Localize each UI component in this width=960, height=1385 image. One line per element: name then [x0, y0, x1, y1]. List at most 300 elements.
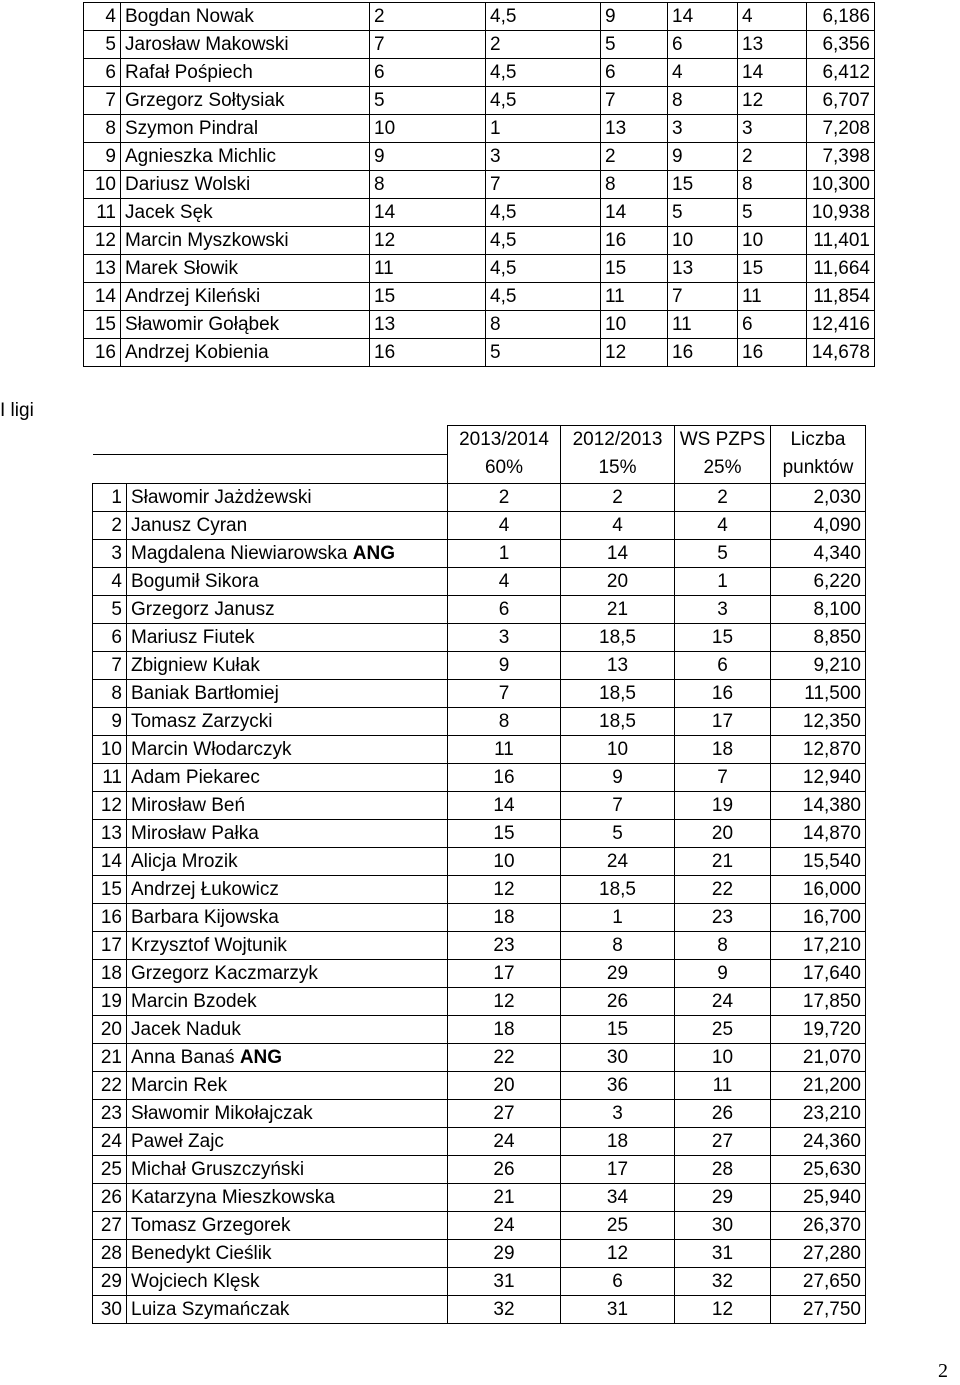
- points-cell: 7,208: [807, 115, 875, 143]
- points-cell: 4,340: [771, 539, 866, 567]
- player-name-cell: [127, 1155, 448, 1183]
- header-weight-60: 60%: [448, 454, 561, 483]
- table-row: [93, 1015, 866, 1043]
- ranking-table-first-league: [92, 425, 866, 1324]
- value-cell: 10: [448, 847, 561, 875]
- value-cell: 29: [448, 1239, 561, 1267]
- value-cell: 21: [675, 847, 771, 875]
- value-cell: 5: [486, 339, 601, 367]
- value-cell: 20: [448, 1071, 561, 1099]
- value-cell: 15: [448, 819, 561, 847]
- value-cell: 18: [448, 1015, 561, 1043]
- player-name-cell: Grzegorz Sołtysiak: [121, 87, 370, 115]
- value-cell: 24: [448, 1127, 561, 1155]
- value-cell: 22: [675, 875, 771, 903]
- points-cell: 27,650: [771, 1267, 866, 1295]
- points-cell: 23,210: [771, 1099, 866, 1127]
- value-cell: 10: [668, 227, 738, 255]
- value-cell: 15: [370, 283, 486, 311]
- points-cell: 10,938: [807, 199, 875, 227]
- player-name: Zbigniew Kułak: [131, 654, 260, 676]
- value-cell: 5: [601, 31, 668, 59]
- table-row: [84, 143, 875, 171]
- ranking-table-top: [83, 2, 875, 367]
- value-cell: 21: [448, 1183, 561, 1211]
- value-cell: 20: [675, 819, 771, 847]
- points-cell: 15,540: [771, 847, 866, 875]
- player-name: Alicja Mrozik: [131, 850, 238, 872]
- player-name-cell: [127, 707, 448, 735]
- value-cell: 12: [675, 1295, 771, 1323]
- value-cell: 32: [448, 1295, 561, 1323]
- value-cell: 1: [675, 567, 771, 595]
- table-row: [93, 1239, 866, 1267]
- player-name-cell: Sławomir Gołąbek: [121, 311, 370, 339]
- value-cell: 8: [668, 87, 738, 115]
- table-row: [93, 1043, 866, 1071]
- value-cell: 10: [561, 735, 675, 763]
- value-cell: 2: [675, 483, 771, 511]
- value-cell: 21: [561, 595, 675, 623]
- value-cell: 11: [370, 255, 486, 283]
- table-row: [84, 115, 875, 143]
- value-cell: 15: [668, 171, 738, 199]
- player-name: Luiza Szymańczak: [131, 1298, 290, 1320]
- player-name: Benedykt Cieślik: [131, 1242, 272, 1264]
- header-blank: [93, 426, 127, 455]
- rank-cell: 14: [84, 283, 121, 311]
- value-cell: 9: [370, 143, 486, 171]
- value-cell: 1: [486, 115, 601, 143]
- value-cell: 24: [448, 1211, 561, 1239]
- player-name-cell: Szymon Pindral: [121, 115, 370, 143]
- table-row: [93, 763, 866, 791]
- rank-cell: 1: [93, 483, 127, 511]
- value-cell: 17: [561, 1155, 675, 1183]
- value-cell: 4,5: [486, 3, 601, 31]
- player-name-cell: [127, 875, 448, 903]
- player-name: Barbara Kijowska: [131, 906, 279, 928]
- value-cell: 1: [448, 539, 561, 567]
- value-cell: 7: [486, 171, 601, 199]
- value-cell: 27: [448, 1099, 561, 1127]
- player-name-cell: Andrzej Kobienia: [121, 339, 370, 367]
- value-cell: 3: [675, 595, 771, 623]
- header-blank: [127, 426, 448, 455]
- nationality-tag: ANG: [239, 1046, 283, 1068]
- value-cell: 8: [738, 171, 807, 199]
- header-points-sub: punktów: [771, 454, 866, 483]
- header-ws-pzps: WS PZPS: [675, 426, 771, 455]
- rank-cell: 5: [93, 595, 127, 623]
- player-name: Mirosław Beń: [131, 794, 246, 816]
- value-cell: 14: [738, 59, 807, 87]
- value-cell: 36: [561, 1071, 675, 1099]
- value-cell: 29: [561, 959, 675, 987]
- value-cell: 8: [448, 707, 561, 735]
- points-cell: 16,700: [771, 903, 866, 931]
- value-cell: 17: [675, 707, 771, 735]
- rank-cell: 12: [84, 227, 121, 255]
- player-name-cell: [127, 651, 448, 679]
- rank-cell: 8: [84, 115, 121, 143]
- value-cell: 12: [561, 1239, 675, 1267]
- rank-cell: 15: [93, 875, 127, 903]
- player-name: Janusz Cyran: [131, 514, 248, 536]
- player-name-cell: [127, 595, 448, 623]
- value-cell: 18,5: [561, 875, 675, 903]
- value-cell: 18: [561, 1127, 675, 1155]
- value-cell: 4,5: [486, 87, 601, 115]
- table-row: [93, 735, 866, 763]
- rank-cell: 22: [93, 1071, 127, 1099]
- points-cell: 17,850: [771, 987, 866, 1015]
- table-row: [93, 903, 866, 931]
- header-season-2012-2013: 2012/2013: [561, 426, 675, 455]
- rank-cell: 7: [84, 87, 121, 115]
- table-row: [84, 59, 875, 87]
- value-cell: 25: [561, 1211, 675, 1239]
- points-cell: 12,350: [771, 707, 866, 735]
- points-cell: 19,720: [771, 1015, 866, 1043]
- value-cell: 30: [675, 1211, 771, 1239]
- value-cell: 12: [738, 87, 807, 115]
- value-cell: 4: [675, 511, 771, 539]
- value-cell: 31: [448, 1267, 561, 1295]
- player-name: Bogumił Sikora: [131, 570, 259, 592]
- value-cell: 26: [561, 987, 675, 1015]
- player-name-cell: [127, 1211, 448, 1239]
- player-name-cell: [127, 763, 448, 791]
- rank-cell: 18: [93, 959, 127, 987]
- value-cell: 14: [561, 539, 675, 567]
- value-cell: 15: [561, 1015, 675, 1043]
- player-name: Marcin Rek: [131, 1074, 228, 1096]
- player-name: Sławomir Mikołajczak: [131, 1102, 313, 1124]
- header-row-top: [93, 426, 866, 455]
- header-blank: [93, 454, 127, 483]
- rank-cell: 11: [93, 763, 127, 791]
- value-cell: 4,5: [486, 227, 601, 255]
- rank-cell: 4: [93, 567, 127, 595]
- value-cell: 14: [370, 199, 486, 227]
- value-cell: 5: [561, 819, 675, 847]
- table-row: [93, 707, 866, 735]
- table-row: [93, 847, 866, 875]
- value-cell: 27: [675, 1127, 771, 1155]
- rank-cell: 4: [84, 3, 121, 31]
- value-cell: 24: [561, 847, 675, 875]
- table-row: [84, 199, 875, 227]
- header-weight-15: 15%: [561, 454, 675, 483]
- player-name: Grzegorz Janusz: [131, 598, 275, 620]
- points-cell: 11,401: [807, 227, 875, 255]
- player-name: Andrzej Łukowicz: [131, 878, 279, 900]
- value-cell: 13: [561, 651, 675, 679]
- value-cell: 6: [601, 59, 668, 87]
- player-name-cell: Jacek Sęk: [121, 199, 370, 227]
- player-name-cell: [127, 1127, 448, 1155]
- points-cell: 11,664: [807, 255, 875, 283]
- points-cell: 16,000: [771, 875, 866, 903]
- value-cell: 19: [675, 791, 771, 819]
- value-cell: 1: [561, 903, 675, 931]
- rank-cell: 13: [93, 819, 127, 847]
- nationality-tag: ANG: [352, 542, 396, 564]
- value-cell: 26: [448, 1155, 561, 1183]
- points-cell: 6,220: [771, 567, 866, 595]
- section-label: I ligi: [0, 400, 34, 421]
- player-name: Mariusz Fiutek: [131, 626, 255, 648]
- value-cell: 7: [448, 679, 561, 707]
- rank-cell: 16: [93, 903, 127, 931]
- points-cell: 6,707: [807, 87, 875, 115]
- value-cell: 8: [675, 931, 771, 959]
- rank-cell: 11: [84, 199, 121, 227]
- points-cell: 21,200: [771, 1071, 866, 1099]
- value-cell: 4,5: [486, 199, 601, 227]
- value-cell: 8: [370, 171, 486, 199]
- value-cell: 12: [601, 339, 668, 367]
- points-cell: 10,300: [807, 171, 875, 199]
- player-name-cell: [127, 1071, 448, 1099]
- value-cell: 7: [561, 791, 675, 819]
- player-name: Adam Piekarec: [131, 766, 260, 788]
- value-cell: 7: [370, 31, 486, 59]
- value-cell: 4: [448, 567, 561, 595]
- points-cell: 17,640: [771, 959, 866, 987]
- rank-cell: 20: [93, 1015, 127, 1043]
- points-cell: 21,070: [771, 1043, 866, 1071]
- player-name-cell: Bogdan Nowak: [121, 3, 370, 31]
- table-row: [84, 283, 875, 311]
- value-cell: 6: [668, 31, 738, 59]
- player-name: Magdalena Niewiarowska: [131, 542, 348, 564]
- points-cell: 24,360: [771, 1127, 866, 1155]
- points-cell: 6,412: [807, 59, 875, 87]
- value-cell: 26: [675, 1099, 771, 1127]
- table-row: [84, 3, 875, 31]
- value-cell: 16: [675, 679, 771, 707]
- value-cell: 9: [448, 651, 561, 679]
- value-cell: 9: [668, 143, 738, 171]
- value-cell: 11: [675, 1071, 771, 1099]
- value-cell: 18: [675, 735, 771, 763]
- value-cell: 31: [561, 1295, 675, 1323]
- table-row: [93, 1127, 866, 1155]
- table-row: [93, 1295, 866, 1323]
- points-cell: 11,854: [807, 283, 875, 311]
- table-row: [84, 311, 875, 339]
- rank-cell: 27: [93, 1211, 127, 1239]
- points-cell: 17,210: [771, 931, 866, 959]
- value-cell: 11: [448, 735, 561, 763]
- value-cell: 6: [738, 311, 807, 339]
- player-name-cell: [127, 1267, 448, 1295]
- player-name-cell: Agnieszka Michlic: [121, 143, 370, 171]
- rank-cell: 16: [84, 339, 121, 367]
- value-cell: 20: [561, 567, 675, 595]
- points-cell: 12,940: [771, 763, 866, 791]
- player-name-cell: Marek Słowik: [121, 255, 370, 283]
- value-cell: 7: [675, 763, 771, 791]
- player-name-cell: Rafał Pośpiech: [121, 59, 370, 87]
- table-row: [93, 483, 866, 511]
- value-cell: 4: [448, 511, 561, 539]
- value-cell: 23: [448, 931, 561, 959]
- table-row: [84, 87, 875, 115]
- header-weight-25: 25%: [675, 454, 771, 483]
- value-cell: 3: [668, 115, 738, 143]
- points-cell: 25,630: [771, 1155, 866, 1183]
- value-cell: 16: [448, 763, 561, 791]
- rank-cell: 17: [93, 931, 127, 959]
- player-name-cell: [127, 623, 448, 651]
- points-cell: 4,090: [771, 511, 866, 539]
- points-cell: 26,370: [771, 1211, 866, 1239]
- table-row: [93, 931, 866, 959]
- player-name: Wojciech Klęsk: [131, 1270, 260, 1292]
- table-row: [93, 539, 866, 567]
- value-cell: 6: [448, 595, 561, 623]
- player-name: Michał Gruszczyński: [131, 1158, 305, 1180]
- value-cell: 13: [738, 31, 807, 59]
- rank-cell: 19: [93, 987, 127, 1015]
- table-row: [93, 1071, 866, 1099]
- value-cell: 4: [668, 59, 738, 87]
- value-cell: 9: [601, 3, 668, 31]
- rank-cell: 8: [93, 679, 127, 707]
- rank-cell: 29: [93, 1267, 127, 1295]
- value-cell: 7: [668, 283, 738, 311]
- header-season-2013-2014: 2013/2014: [448, 426, 561, 455]
- value-cell: 16: [370, 339, 486, 367]
- table-row: [93, 679, 866, 707]
- table-row: [93, 959, 866, 987]
- table-row: [93, 595, 866, 623]
- value-cell: 7: [601, 87, 668, 115]
- value-cell: 5: [675, 539, 771, 567]
- value-cell: 8: [561, 931, 675, 959]
- value-cell: 12: [448, 987, 561, 1015]
- rank-cell: 5: [84, 31, 121, 59]
- table-row: [93, 651, 866, 679]
- table-row: [84, 339, 875, 367]
- value-cell: 28: [675, 1155, 771, 1183]
- rank-cell: 10: [93, 735, 127, 763]
- player-name-cell: [127, 987, 448, 1015]
- value-cell: 17: [448, 959, 561, 987]
- value-cell: 16: [668, 339, 738, 367]
- value-cell: 14: [668, 3, 738, 31]
- value-cell: 13: [601, 115, 668, 143]
- player-name-cell: [127, 539, 448, 567]
- player-name-cell: [127, 735, 448, 763]
- value-cell: 5: [668, 199, 738, 227]
- table-row: [93, 1183, 866, 1211]
- value-cell: 11: [738, 283, 807, 311]
- points-cell: 27,280: [771, 1239, 866, 1267]
- value-cell: 4: [561, 511, 675, 539]
- player-name-cell: Andrzej Kileński: [121, 283, 370, 311]
- value-cell: 3: [448, 623, 561, 651]
- value-cell: 15: [738, 255, 807, 283]
- points-cell: 14,678: [807, 339, 875, 367]
- points-cell: 25,940: [771, 1183, 866, 1211]
- player-name-cell: [127, 1295, 448, 1323]
- value-cell: 14: [448, 791, 561, 819]
- value-cell: 11: [601, 283, 668, 311]
- player-name: Anna Banaś: [131, 1046, 235, 1068]
- value-cell: 22: [448, 1043, 561, 1071]
- value-cell: 34: [561, 1183, 675, 1211]
- points-cell: 7,398: [807, 143, 875, 171]
- value-cell: 6: [675, 651, 771, 679]
- rank-cell: 25: [93, 1155, 127, 1183]
- player-name-cell: Jarosław Makowski: [121, 31, 370, 59]
- ranking-table-first-league-body: [93, 483, 866, 1323]
- player-name: Tomasz Grzegorek: [131, 1214, 291, 1236]
- player-name: Grzegorz Kaczmarzyk: [131, 962, 318, 984]
- table-row: [93, 623, 866, 651]
- ranking-table-top-body: [84, 3, 875, 367]
- table-row: [93, 987, 866, 1015]
- points-cell: 11,500: [771, 679, 866, 707]
- value-cell: 13: [668, 255, 738, 283]
- value-cell: 9: [675, 959, 771, 987]
- rank-cell: 12: [93, 791, 127, 819]
- rank-cell: 26: [93, 1183, 127, 1211]
- player-name-cell: [127, 903, 448, 931]
- points-cell: 9,210: [771, 651, 866, 679]
- rank-cell: 9: [93, 707, 127, 735]
- player-name: Tomasz Zarzycki: [131, 710, 273, 732]
- rank-cell: 23: [93, 1099, 127, 1127]
- player-name: Sławomir Jażdżewski: [131, 486, 312, 508]
- table-row: [93, 1099, 866, 1127]
- rank-cell: 6: [84, 59, 121, 87]
- value-cell: 14: [601, 199, 668, 227]
- value-cell: 8: [486, 311, 601, 339]
- points-cell: 14,380: [771, 791, 866, 819]
- table-row: [93, 567, 866, 595]
- player-name-cell: [127, 791, 448, 819]
- value-cell: 6: [561, 1267, 675, 1295]
- value-cell: 4,5: [486, 255, 601, 283]
- page-number: 2: [938, 1360, 948, 1382]
- value-cell: 18,5: [561, 679, 675, 707]
- player-name: Paweł Zajc: [131, 1130, 224, 1152]
- value-cell: 15: [601, 255, 668, 283]
- rank-cell: 13: [84, 255, 121, 283]
- value-cell: 13: [370, 311, 486, 339]
- player-name-cell: [127, 567, 448, 595]
- points-cell: 2,030: [771, 483, 866, 511]
- table-row: [93, 1155, 866, 1183]
- value-cell: 9: [561, 763, 675, 791]
- table-row: [93, 1267, 866, 1295]
- player-name: Mirosław Pałka: [131, 822, 259, 844]
- value-cell: 5: [738, 199, 807, 227]
- rank-cell: 21: [93, 1043, 127, 1071]
- table-row: [93, 791, 866, 819]
- value-cell: 10: [675, 1043, 771, 1071]
- value-cell: 24: [675, 987, 771, 1015]
- value-cell: 31: [675, 1239, 771, 1267]
- value-cell: 25: [675, 1015, 771, 1043]
- player-name-cell: [127, 511, 448, 539]
- value-cell: 3: [486, 143, 601, 171]
